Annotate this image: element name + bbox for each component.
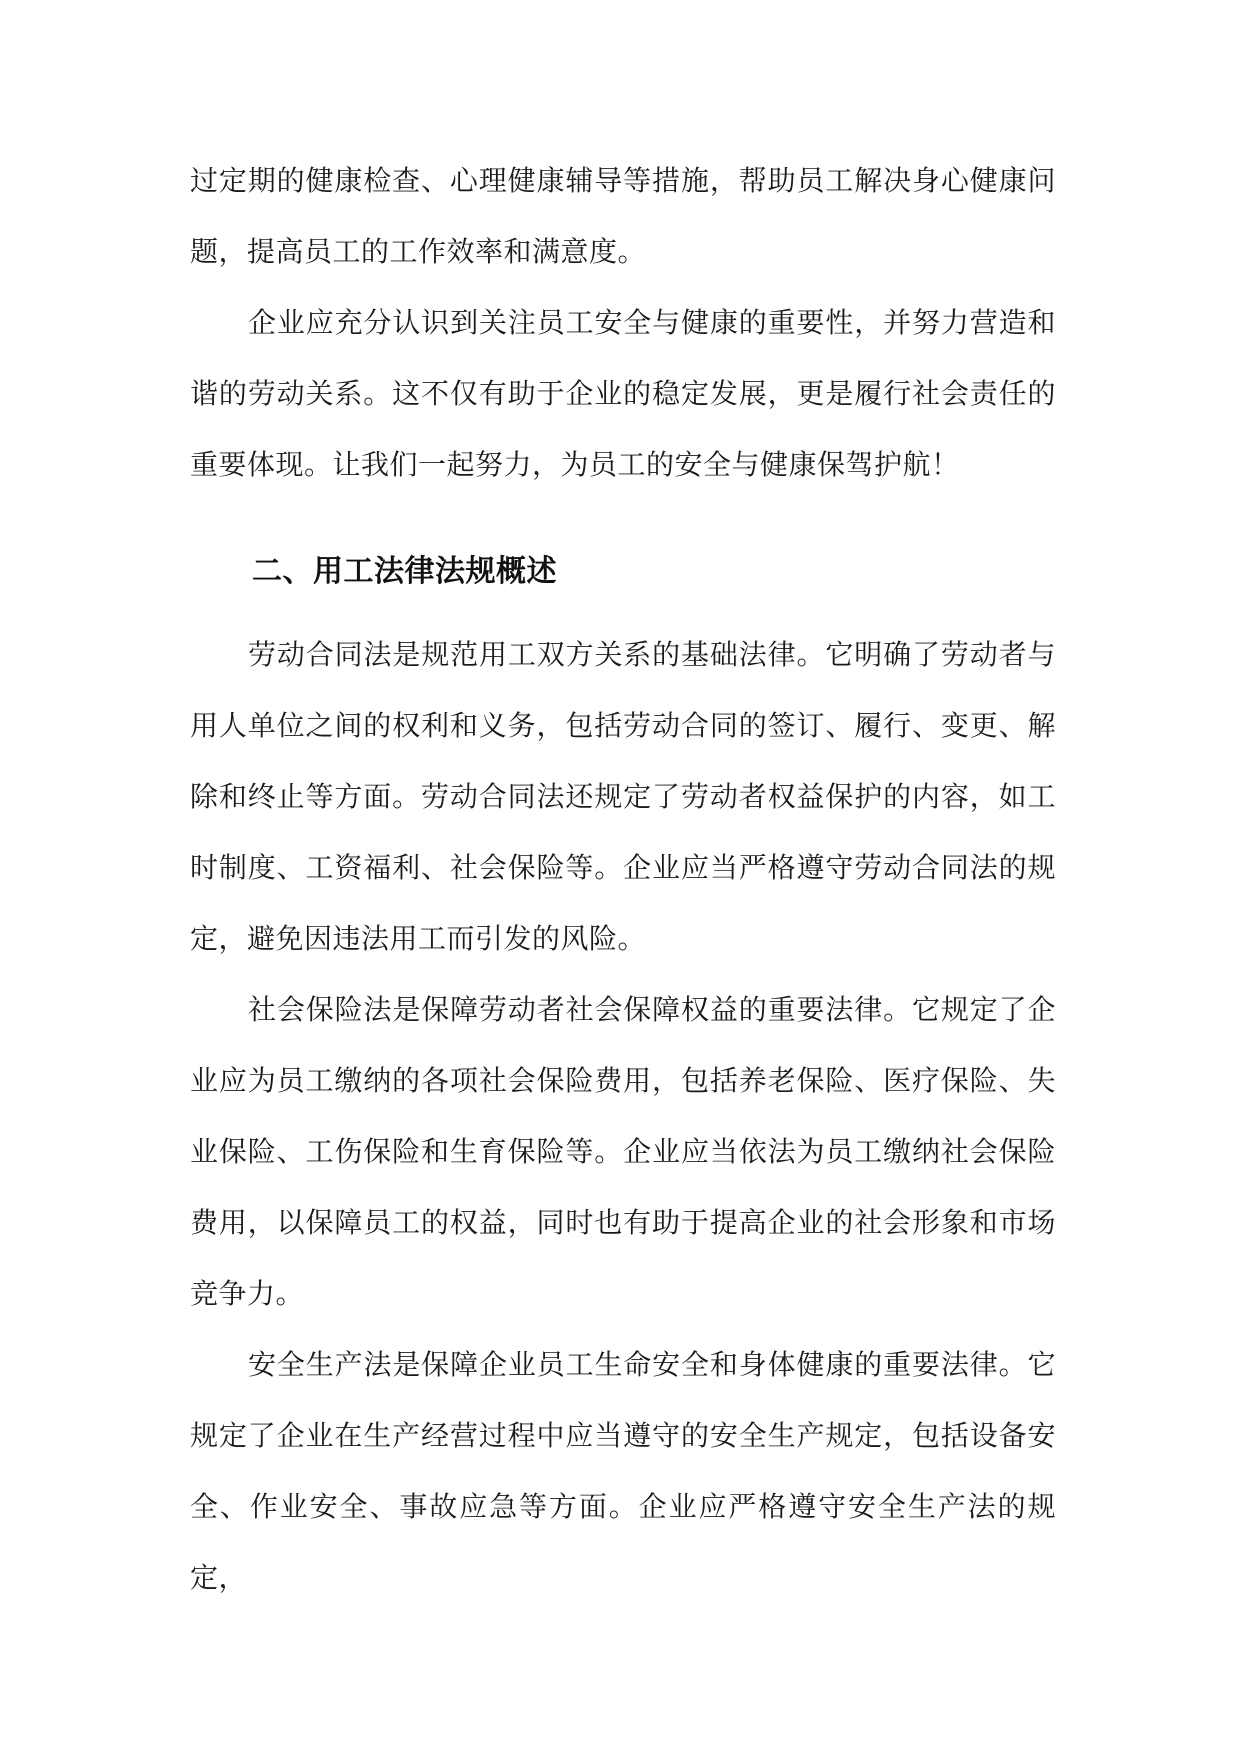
paragraph-social-insurance-law: 社会保险法是保障劳动者社会保障权益的重要法律。它规定了企业应为员工缴纳的各项社会保险费用，包括养老保险、医疗保险、失业保险、工伤保险和生育保险等。企业应当依法为员工缴纳社会保险费用，以保障员工的权益，同时也有助于提高企业的社会形象和市场竞争力。 — [190, 993, 1056, 1310]
section-heading: 二、用工法律法规概述 — [252, 554, 557, 589]
paragraph-work-safety-law: 安全生产法是保障企业员工生命安全和身体健康的重要法律。它规定了企业在生产经营过程中应当遵守的安全生产规定，包括设备安全、作业安全、事故应急等方面。企业应严格遵守安全生产法的规定， — [190, 1348, 1056, 1594]
document-body — [190, 145, 1056, 1613]
paragraph-safety-importance: 企业应充分认识到关注员工安全与健康的重要性，并努力营造和谐的劳动关系。这不仅有助于企业的稳定发展，更是履行社会责任的重要体现。让我们一起努力，为员工的安全与健康保驾护航！ — [190, 306, 1056, 481]
paragraph-labor-contract-law: 劳动合同法是规范用工双方关系的基础法律。它明确了劳动者与用人单位之间的权利和义务，包括劳动合同的签订、履行、变更、解除和终止等方面。劳动合同法还规定了劳动者权益保护的内容，如工时制度、工资福利、社会保险等。企业应当严格遵守劳动合同法的规定，避免因违法用工而引发的风险。 — [190, 638, 1056, 955]
paragraph-health-measures: 过定期的健康检查、心理健康辅导等措施，帮助员工解决身心健康问题，提高员工的工作效率和满意度。 — [190, 164, 1056, 268]
